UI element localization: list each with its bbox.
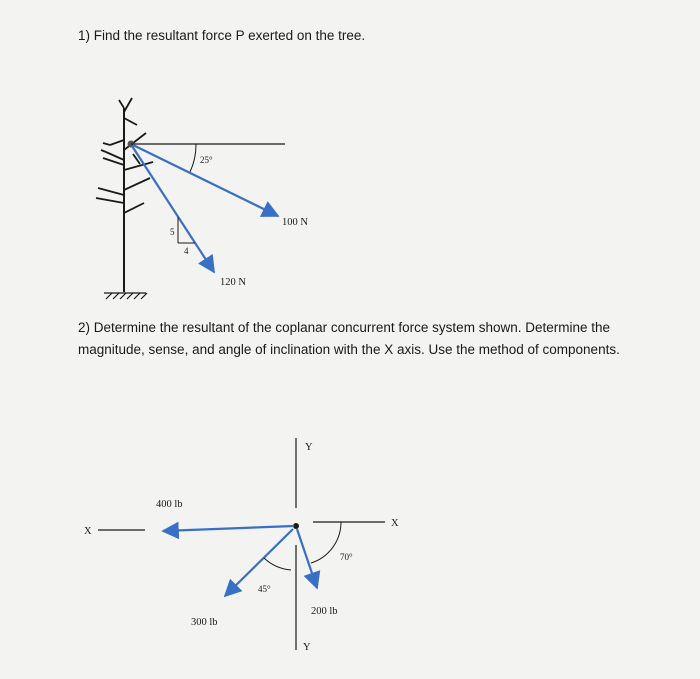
y-axis-bottom-label: Y <box>303 642 311 653</box>
force-200lb-arrow <box>297 529 317 588</box>
slope-run-label: 4 <box>184 246 189 256</box>
problem-1-text: 1) Find the resultant force P exerted on the tree. <box>78 28 366 43</box>
problem-2-text-line-2: magnitude, sense, and angle of inclination with the X axis. Use the method of components. <box>78 342 620 357</box>
force-200lb-label: 200 lb <box>311 606 338 617</box>
force-100n-label: 100 N <box>282 217 308 228</box>
angle-arc-45 <box>264 558 291 570</box>
force-300lb-label: 300 lb <box>191 617 218 628</box>
problem-2-text-line-1: 2) Determine the resultant of the coplanar concurrent force system shown. Determine the <box>78 320 611 335</box>
force-400lb-arrow <box>163 526 294 531</box>
angle-25-label: 25° <box>200 155 213 165</box>
x-axis-left-label: X <box>84 526 92 537</box>
force-120n-label: 120 N <box>220 277 246 288</box>
ground-hatch <box>104 293 147 299</box>
x-axis-right-label: X <box>391 518 399 529</box>
force-system-diagram <box>84 438 399 653</box>
angle-arc-70 <box>311 522 341 563</box>
angle-45-label: 45° <box>258 584 271 594</box>
slope-rise-label: 5 <box>170 227 175 237</box>
y-axis-top-label: Y <box>305 442 313 453</box>
tree-diagram <box>96 98 308 299</box>
angle-70-label: 70° <box>340 552 353 562</box>
angle-arc-25 <box>190 144 196 172</box>
force-400lb-label: 400 lb <box>156 499 183 510</box>
